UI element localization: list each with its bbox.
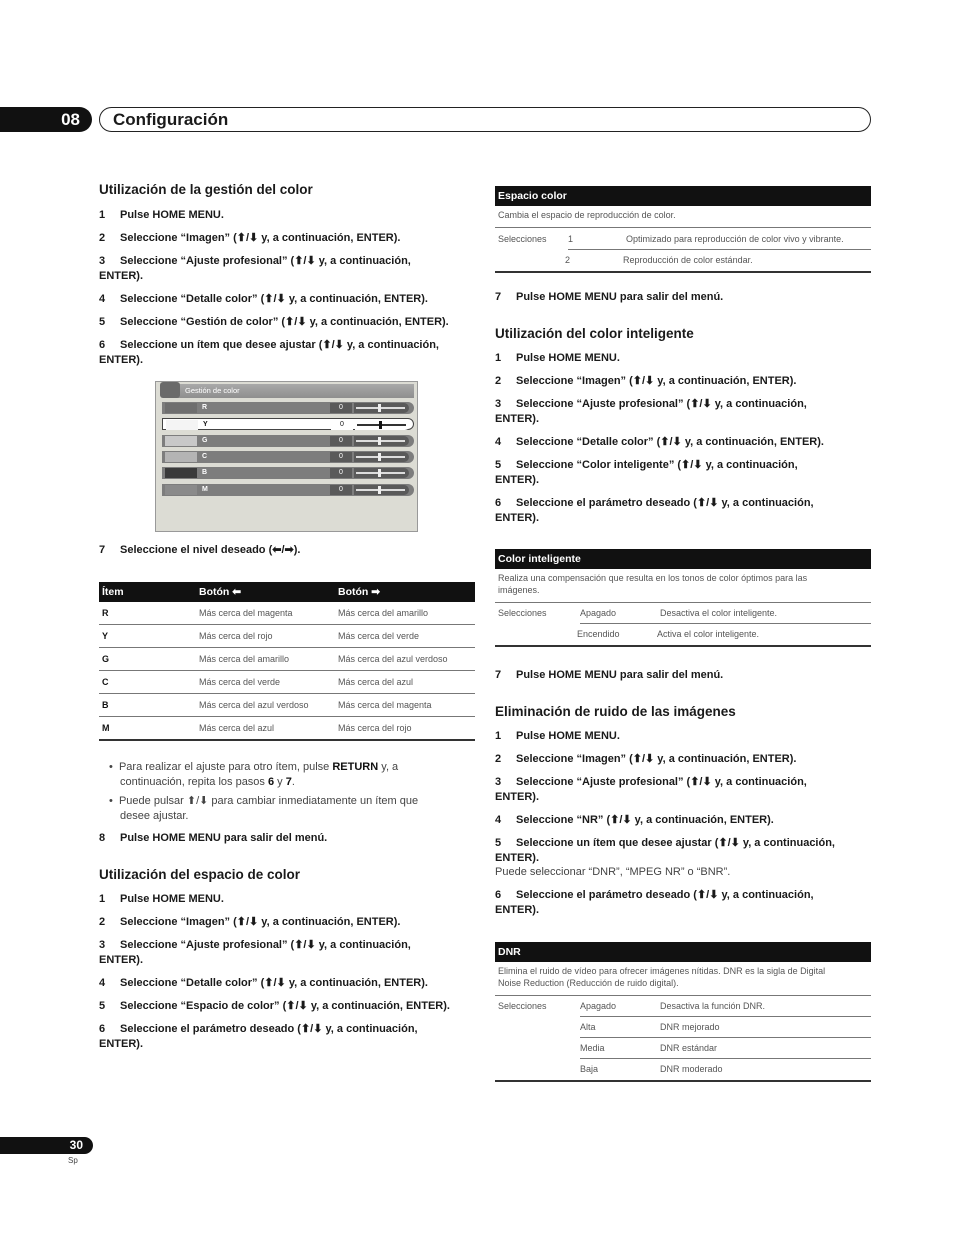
step-7-exit: 7 Pulse HOME MENU para salir del menú.	[495, 291, 724, 303]
step-line: ENTER).	[99, 270, 143, 282]
color-swatch	[165, 485, 197, 495]
step-line: ENTER).	[495, 791, 539, 803]
table-row: R Más cerca del magenta Más cerca del amarillo	[99, 602, 475, 625]
bullet-1: • Para realizar el ajuste para otro ítem, pulse RETURN y, a	[109, 761, 399, 773]
page-number: 30	[0, 1137, 93, 1154]
step-line: 4 Seleccione “NR” (⬆/⬇ y, a continuación, ENTER).	[495, 814, 774, 826]
step-line: 2 Seleccione “Imagen” (⬆/⬇ y, a continuación, ENTER).	[495, 375, 797, 387]
bullet-2: • Puede pulsar ⬆/⬇ para cambiar inmediatamente un ítem que	[109, 795, 419, 807]
step-line: 5 Seleccione “Gestión de color” (⬆/⬇ y, a continuación, ENTER).	[99, 316, 449, 328]
step-line: 5 Seleccione “Color inteligente” (⬆/⬇ y, a continuación,	[495, 459, 798, 471]
osd-row-c[interactable]: C 0	[162, 451, 414, 463]
table-color-inteligente: Color inteligente Realiza una compensación que resulta en los tonos de color óptimos para las imágenes. Selecciones Apagado Desactiva el color inteligente. Encendido Activa el color inteligente.	[495, 549, 871, 647]
step-line: ENTER).	[495, 413, 539, 425]
step-line: 1 Pulse HOME MENU.	[99, 209, 224, 221]
table-row: Encendido Activa el color inteligente.	[495, 624, 871, 647]
table-dnr: DNR Elimina el ruido de vídeo para ofrecer imágenes nítidas. DNR es la sigla de Digital Noise Reduction (Reducción de ruido digital). Selecciones Apagado Desactiva la función DNR. Alta DNR mejorado Media DNR estándar Baja DNR moderado	[495, 942, 871, 1082]
table-row: B Más cerca del azul verdoso Más cerca del magenta	[99, 694, 475, 717]
step-7-level: 7 Seleccione el nivel deseado (⬅/➡).	[99, 544, 301, 556]
table-row: G Más cerca del amarillo Más cerca del azul verdoso	[99, 648, 475, 671]
table-header: Ítem Botón ⬅ Botón ➡	[99, 582, 475, 602]
steps-smart-color	[495, 351, 875, 526]
step-line: ENTER).	[99, 1038, 143, 1050]
osd-row-r[interactable]: R 0	[162, 402, 414, 414]
nr-note: Puede seleccionar “DNR”, “MPEG NR” o “BNR”.	[495, 866, 731, 878]
section-title-noise-reduction: Eliminación de ruido de las imágenes	[495, 704, 736, 719]
table-row: M Más cerca del azul Más cerca del rojo	[99, 717, 475, 741]
step-line: 2 Seleccione “Imagen” (⬆/⬇ y, a continuación, ENTER).	[99, 232, 401, 244]
color-swatch	[165, 452, 197, 462]
table-row: Y Más cerca del rojo Más cerca del verde	[99, 625, 475, 648]
chapter-title: Configuración	[113, 110, 229, 129]
step-line: ENTER).	[495, 852, 539, 864]
step-line: 3 Seleccione “Ajuste profesional” (⬆/⬇ y, a continuación,	[495, 398, 807, 410]
step-line: 3 Seleccione “Ajuste profesional” (⬆/⬇ y, a continuación,	[495, 776, 807, 788]
osd-row-y[interactable]: Y 0	[162, 418, 414, 430]
level-slider[interactable]	[354, 485, 409, 495]
language-code: Sp	[68, 1156, 78, 1165]
color-swatch	[165, 403, 197, 413]
bullet-list: • Para realizar el ajuste para otro ítem, pulse RETURN y, a continuación, repita los pasos 6 y 7. • Puede pulsar ⬆/⬇ para cambiar inmediatamente un ítem que desee ajustar.	[109, 760, 479, 824]
level-slider[interactable]	[354, 452, 409, 462]
steps-color-management	[99, 208, 479, 368]
steps-noise-reduction	[495, 729, 875, 866]
step-line: 3 Seleccione “Ajuste profesional” (⬆/⬇ y, a continuación,	[99, 939, 411, 951]
step-line: ENTER).	[99, 354, 143, 366]
step-line: 3 Seleccione “Ajuste profesional” (⬆/⬇ y, a continuación,	[99, 255, 411, 267]
table-row: Alta DNR mejorado	[495, 1017, 871, 1038]
osd-row-g[interactable]: G 0	[162, 435, 414, 447]
step-line: 6 Seleccione un ítem que desee ajustar (⬆/⬇ y, a continuación,	[99, 339, 439, 351]
step-line: ENTER).	[495, 474, 539, 486]
step-7-exit: 7 Pulse HOME MENU para salir del menú.	[495, 669, 724, 681]
chapter-number: 08	[0, 107, 92, 132]
step-6-parameter: 6 Seleccione el parámetro deseado (⬆/⬇ y, a continuación, ENTER).	[495, 889, 814, 916]
osd-row-m[interactable]: M 0	[162, 484, 414, 496]
osd-title: Gestión de color	[160, 384, 414, 398]
osd-row-b[interactable]: B 0	[162, 467, 414, 479]
table-row: Selecciones Apagado Desactiva el color inteligente.	[495, 603, 871, 624]
step-line: 6 Seleccione el parámetro deseado (⬆/⬇ y, a continuación,	[99, 1023, 418, 1035]
level-slider[interactable]	[354, 468, 409, 478]
step-line: 4 Seleccione “Detalle color” (⬆/⬇ y, a continuación, ENTER).	[99, 977, 428, 989]
step-line: 1 Pulse HOME MENU.	[495, 352, 620, 364]
step-line: 5 Seleccione “Espacio de color” (⬆/⬇ y, a continuación, ENTER).	[99, 1000, 450, 1012]
color-swatch	[166, 420, 198, 430]
step-line: 2 Seleccione “Imagen” (⬆/⬇ y, a continuación, ENTER).	[495, 753, 797, 765]
step-line: 1 Pulse HOME MENU.	[99, 893, 224, 905]
step-line: 5 Seleccione un ítem que desee ajustar (⬆/⬇ y, a continuación,	[495, 837, 835, 849]
table-row: Selecciones Apagado Desactiva la función DNR.	[495, 996, 871, 1017]
step-line: 4 Seleccione “Detalle color” (⬆/⬇ y, a continuación, ENTER).	[495, 436, 824, 448]
steps-color-space	[99, 892, 479, 1052]
step-line: 6 Seleccione el parámetro deseado (⬆/⬇ y, a continuación,	[495, 497, 814, 509]
table-row: C Más cerca del verde Más cerca del azul	[99, 671, 475, 694]
table-row: Selecciones 1 Optimizado para reproducción de color vivo y vibrante.	[495, 228, 871, 250]
section-title-color-space: Utilización del espacio de color	[99, 867, 301, 882]
step-line: 2 Seleccione “Imagen” (⬆/⬇ y, a continuación, ENTER).	[99, 916, 401, 928]
step-8-exit: 8 Pulse HOME MENU para salir del menú.	[99, 832, 328, 844]
section-title-smart-color: Utilización del color inteligente	[495, 326, 694, 341]
color-swatch	[165, 468, 197, 478]
table-row: Baja DNR moderado	[495, 1059, 871, 1082]
color-adjust-table	[99, 582, 475, 741]
table-espacio-color: Espacio color Cambia el espacio de reproducción de color. Selecciones 1 Optimizado para reproducción de color vivo y vibrante. 2 Reproducción de color estándar.	[495, 186, 871, 273]
step-line: ENTER).	[99, 954, 143, 966]
table-row: 2 Reproducción de color estándar.	[495, 250, 871, 273]
level-slider[interactable]	[354, 403, 409, 413]
step-line: 4 Seleccione “Detalle color” (⬆/⬇ y, a continuación, ENTER).	[99, 293, 428, 305]
menu-icon	[160, 382, 180, 398]
level-slider[interactable]	[354, 436, 409, 446]
level-slider[interactable]	[355, 420, 410, 430]
table-row: Media DNR estándar	[495, 1038, 871, 1059]
color-swatch	[165, 436, 197, 446]
section-title-color-management: Utilización de la gestión del color	[99, 182, 313, 197]
step-line: ENTER).	[495, 512, 539, 524]
step-line: 1 Pulse HOME MENU.	[495, 730, 620, 742]
